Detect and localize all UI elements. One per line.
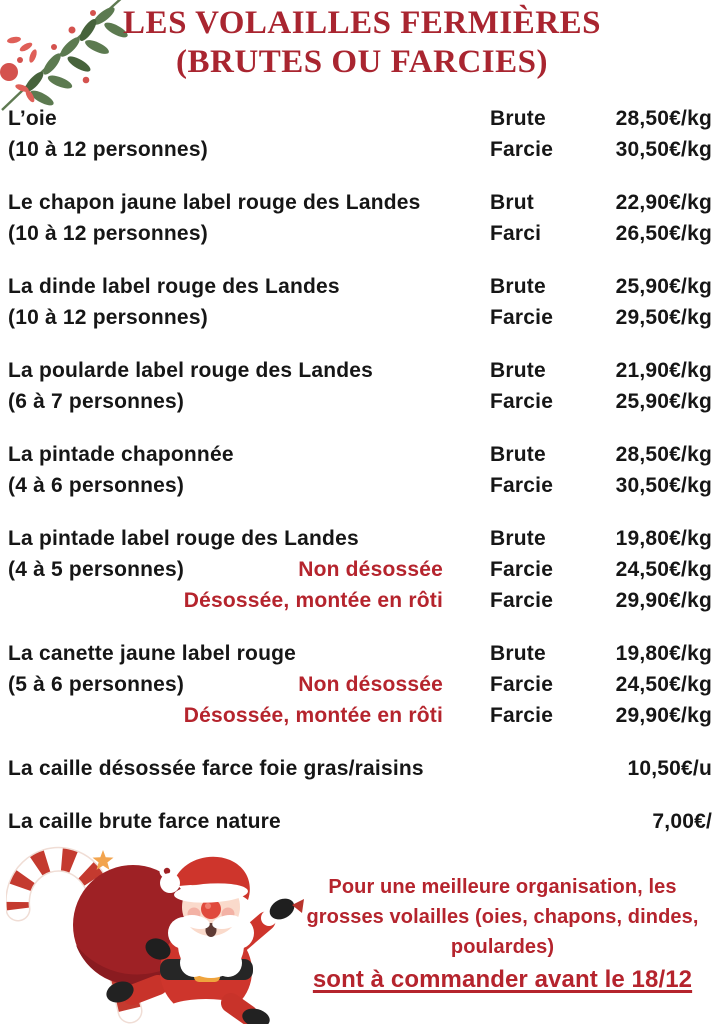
product-name: La pintade label rouge des Landes [8,527,359,550]
serving-info: (10 à 12 personnes) [8,222,208,245]
price-value: 29,90€/kg [615,704,712,727]
serving-info: (6 à 7 personnes) [8,390,185,413]
product-name: La dinde label rouge des Landes [8,275,340,298]
variant-row [8,585,490,616]
product-name: La poularde label rouge des Landes [8,359,374,382]
price-value: 29,90€/kg [615,589,712,612]
price-value: 19,80€/kg [615,527,712,550]
state-label: Farcie [490,306,554,329]
state-label: Brute [490,527,546,550]
price-value: 28,50€/kg [615,107,712,130]
product-name: La pintade chaponnée [8,443,234,466]
note-line: poulardes) [450,936,555,958]
product-name: Le chapon jaune label rouge des Landes [8,191,421,214]
variant-label: Désossée, montée en rôti [183,704,443,727]
product-row-caille-brute [8,806,712,837]
price-value: 28,50€/kg [615,443,712,466]
product-row-pintade-chaponnee [8,439,712,501]
serving-and-variant [8,669,490,700]
note-line: grosses volailles (oies, chapons, dindes, [306,906,699,928]
order-deadline-note [283,872,722,995]
deadline-text: sont à commander avant le 18/12 [312,966,693,993]
state-label: Farcie [490,138,554,161]
santa-candy-cane-icon [6,845,306,1024]
price-value: 24,50€/kg [615,673,712,696]
price-value: 29,50€/kg [615,306,712,329]
state-label: Brute [490,443,546,466]
state-label: Farcie [490,558,554,581]
state-label: Farcie [490,474,554,497]
price-value: 24,50€/kg [615,558,712,581]
product-name: L’oie [8,107,57,130]
price-value: 7,00€/ [652,810,712,833]
variant-label: Non désossée [298,558,443,581]
price-value: 30,50€/kg [615,474,712,497]
price-value: 22,90€/kg [615,191,712,214]
product-row-canette [8,638,712,731]
price-value: 25,90€/kg [615,275,712,298]
serving-info: (4 à 6 personnes) [8,474,185,497]
variant-label: Désossée, montée en rôti [183,589,443,612]
price-value: 19,80€/kg [615,642,712,665]
state-label: Brute [490,107,546,130]
state-label: Farcie [490,704,554,727]
state-label: Brut [490,191,534,214]
page-title [0,4,724,82]
page-title-line1: LES VOLAILLES FERMIÈRES [123,5,601,41]
product-name: La canette jaune label rouge [8,642,297,665]
page-title-line2: (BRUTES OU FARCIES) [176,44,548,80]
state-label: Brute [490,275,546,298]
product-row-poularde [8,355,712,417]
serving-info: (5 à 6 personnes) [8,673,185,696]
variant-label: Non désossée [298,673,443,696]
product-row-caille-desossee [8,753,712,784]
product-row-chapon [8,187,712,249]
serving-info: (10 à 12 personnes) [8,138,208,161]
price-value: 21,90€/kg [615,359,712,382]
price-value: 30,50€/kg [615,138,712,161]
note-line: Pour une meilleure organisation, les [328,876,677,898]
state-label: Farcie [490,673,554,696]
price-list [0,103,724,859]
product-row-oie [8,103,712,165]
state-label: Farcie [490,390,554,413]
serving-info: (10 à 12 personnes) [8,306,208,329]
product-name: La caille désossée farce foie gras/raisins [8,757,424,780]
serving-info: (4 à 5 personnes) [8,558,185,581]
variant-row [8,700,490,731]
serving-and-variant [8,554,490,585]
price-value: 25,90€/kg [615,390,712,413]
state-label: Brute [490,359,546,382]
product-row-pintade-label-rouge [8,523,712,616]
price-value: 10,50€/u [627,757,712,780]
product-row-dinde [8,271,712,333]
price-value: 26,50€/kg [615,222,712,245]
product-name: La caille brute farce nature [8,810,281,833]
state-label: Farci [490,222,542,245]
state-label: Farcie [490,589,554,612]
state-label: Brute [490,642,546,665]
